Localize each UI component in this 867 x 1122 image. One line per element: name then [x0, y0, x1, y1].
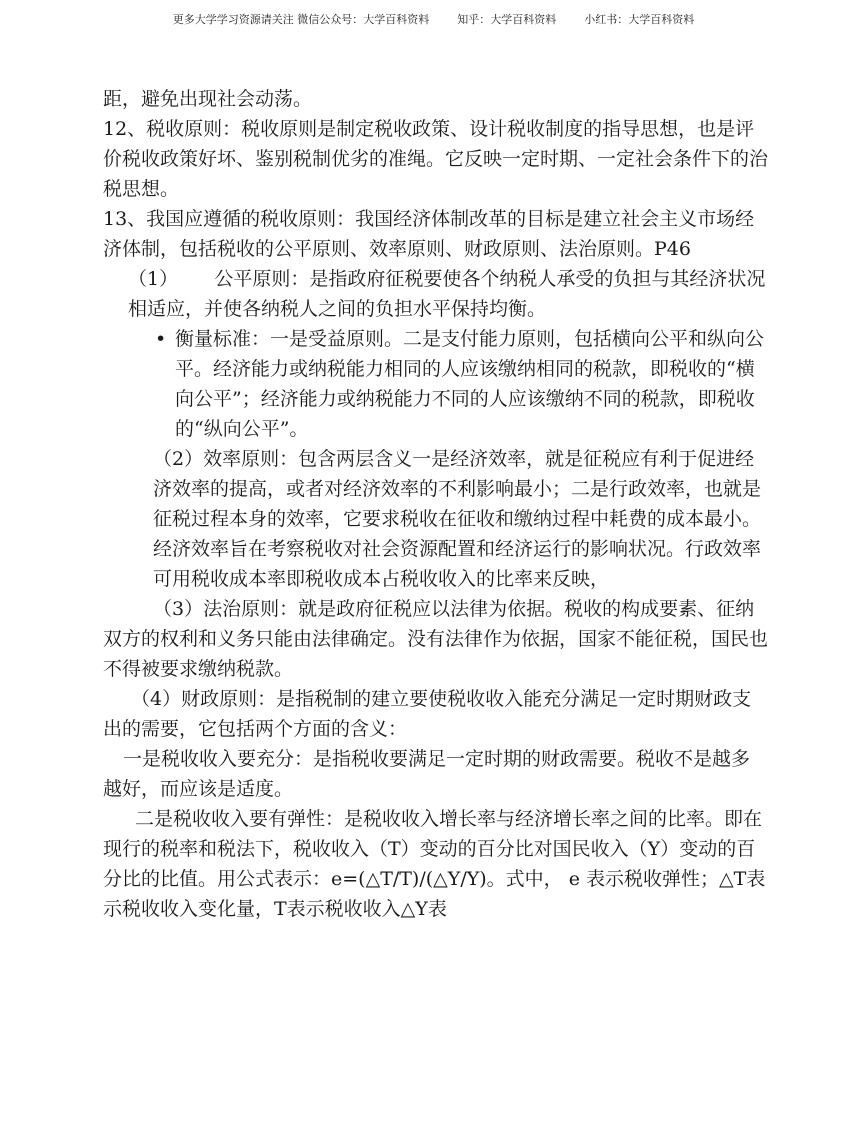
fairness-principle [103, 264, 768, 324]
fairness-label: （1） [128, 268, 179, 290]
bullet-dot: • [155, 328, 167, 350]
continuation-line: 距，避免出现社会动荡。 [103, 88, 313, 110]
item-12-tax-principles: 12、税收原则：税收原则是制定税收政策、设计税收制度的指导思想，也是评价税收政策好坏、鉴别税制优劣的准绳。它反映一定时期、一定社会条件下的治税思想。 [103, 118, 769, 200]
header-zhihu: 知乎：大学百科资料 [457, 13, 557, 26]
document-body [103, 84, 768, 924]
measurement-standard-bullet [103, 324, 768, 444]
header-wechat: 更多大学学习资源请关注 微信公众号：大学百科资料 [172, 13, 430, 26]
efficiency-principle: （2）效率原则：包含两层含义一是经济效率，就是征税应有利于促进经济效率的提高，或者对经济效率的不利影响最小；二是行政效率，也就是征税过程本身的效率，它要求税收在征收和缴纳过程中耗费的成本最小。经济效率旨在考察税收对社会资源配置和经济运行的影响状况。行政效率可用税收成本率即税收成本占税收收入的比率来反映， [153, 448, 762, 590]
page-header [0, 11, 867, 27]
item-13-china-tax-principles: 13、我国应遵循的税收原则：我国经济体制改革的目标是建立社会主义市场经济体制，包括税收的公平原则、效率原则、财政原则、法治原则。P46 [103, 208, 755, 260]
revenue-elasticity: 二是税收收入要有弹性：是税收收入增长率与经济增长率之间的比率。即在现行的税率和税法下，税收收入（T）变动的百分比对国民收入（Y）变动的百分比的比值。用公式表示：e=(△T/T)/(△Y/Y)。式中， e 表示税收弹性；△T表示税收收入变化量，T表示税收收入△Y表 [103, 808, 766, 920]
revenue-sufficiency: 一是税收收入要充分：是指税收要满足一定时期的财政需要。税收不是越多越好，而应该是适度。 [103, 748, 751, 800]
rule-of-law-principle: （3）法治原则：就是政府征税应以法律为依据。税收的构成要素、征纳双方的权利和义务只能由法律确定。没有法律作为依据，国家不能征税，国民也不得被要求缴纳税款。 [103, 598, 769, 680]
fiscal-principle: （4）财政原则：是指税制的建立要使税收收入能充分满足一定时期财政支出的需要，它包括两个方面的含义： [103, 688, 752, 740]
header-xiaohongshu: 小红书：大学百科资料 [584, 13, 695, 26]
measurement-standard-text: 衡量标准：一是受益原则。二是支付能力原则，包括横向公平和纵向公平。经济能力或纳税能力相同的人应该缴纳相同的税款，即税收的“横向公平”；经济能力或纳税能力不同的人应该缴纳不同的税款，即税收的“纵向公平”。 [175, 328, 765, 440]
fairness-text: 公平原则：是指政府征税要使各个纳税人承受的负担与其经济状况相适应，并使各纳税人之间的负担水平保持均衡。 [128, 268, 766, 320]
